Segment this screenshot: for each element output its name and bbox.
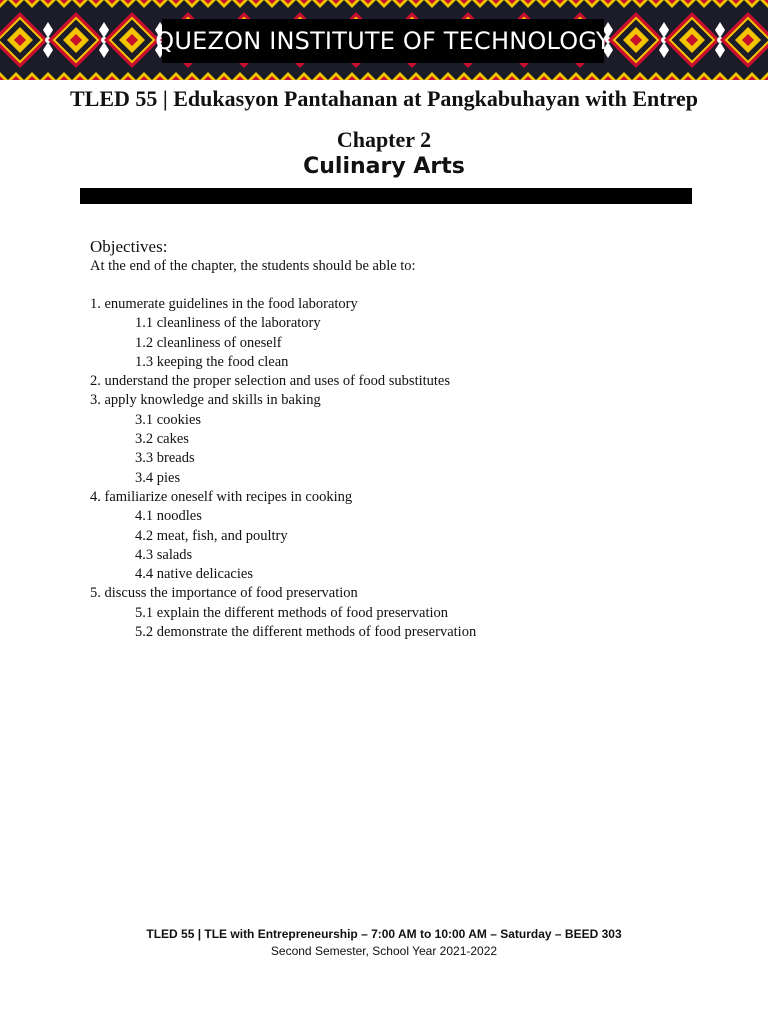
sub-objective: 3.2 cakes <box>135 431 189 448</box>
banner-title-box <box>155 19 611 63</box>
objective-item <box>90 584 710 642</box>
objective-text: 5. discuss the importance of food preservation <box>90 585 358 602</box>
objective-item <box>90 391 710 487</box>
sub-objective: 3.3 breads <box>135 450 195 467</box>
sub-objective: 1.2 cleanliness of oneself <box>135 334 282 351</box>
divider-bar <box>80 188 692 204</box>
sub-objective: 5.2 demonstrate the different methods of food preservation <box>135 624 477 641</box>
objectives-list <box>90 295 710 642</box>
sub-objective: 3.4 pies <box>135 469 181 486</box>
course-title: TLED 55 | Edukasyon Pantahanan at Pangkabuhayan with Entrep <box>70 86 698 111</box>
sub-objective: 1.1 cleanliness of the laboratory <box>135 315 321 332</box>
objective-item <box>90 488 710 584</box>
objective-text: 1. enumerate guidelines in the food laboratory <box>90 296 358 312</box>
objective-sublist <box>90 411 710 488</box>
objective-sublist <box>90 507 710 584</box>
objective-text: 4. familiarize oneself with recipes in cooking <box>90 488 353 505</box>
objective-item <box>90 295 710 372</box>
institution-name: QUEZON INSTITUTE OF TECHNOLOGY <box>155 27 611 55</box>
objective-sublist <box>90 314 710 372</box>
sub-objective: 4.3 salads <box>135 546 193 563</box>
page-footer <box>0 926 768 960</box>
footer-course-schedule: TLED 55 | TLE with Entrepreneurship – 7:00 AM to 10:00 AM – Saturday – BEED 303 <box>146 927 622 941</box>
objective-item <box>90 372 710 391</box>
objective-text: 2. understand the proper selection and uses of food substitutes <box>90 373 451 390</box>
objectives-section <box>90 236 710 642</box>
sub-objective: 4.1 noodles <box>135 508 202 525</box>
objectives-heading: Objectives: <box>90 237 168 256</box>
footer-semester: Second Semester, School Year 2021-2022 <box>270 944 498 958</box>
sub-objective: 5.1 explain the different methods of food preservation <box>135 604 449 621</box>
chapter-label: Chapter 2 <box>336 127 432 152</box>
sub-objective: 4.2 meat, fish, and poultry <box>135 527 288 544</box>
sub-objective: 1.3 keeping the food clean <box>135 353 289 370</box>
objectives-intro: At the end of the chapter, the students should be able to: <box>90 258 416 274</box>
objective-text: 3. apply knowledge and skills in baking <box>90 392 321 409</box>
objective-sublist <box>90 604 710 643</box>
sub-objective: 4.4 native delicacies <box>135 566 253 583</box>
header-banner <box>0 0 768 80</box>
chapter-title: Culinary Arts <box>303 154 465 179</box>
sub-objective: 3.1 cookies <box>135 411 202 428</box>
